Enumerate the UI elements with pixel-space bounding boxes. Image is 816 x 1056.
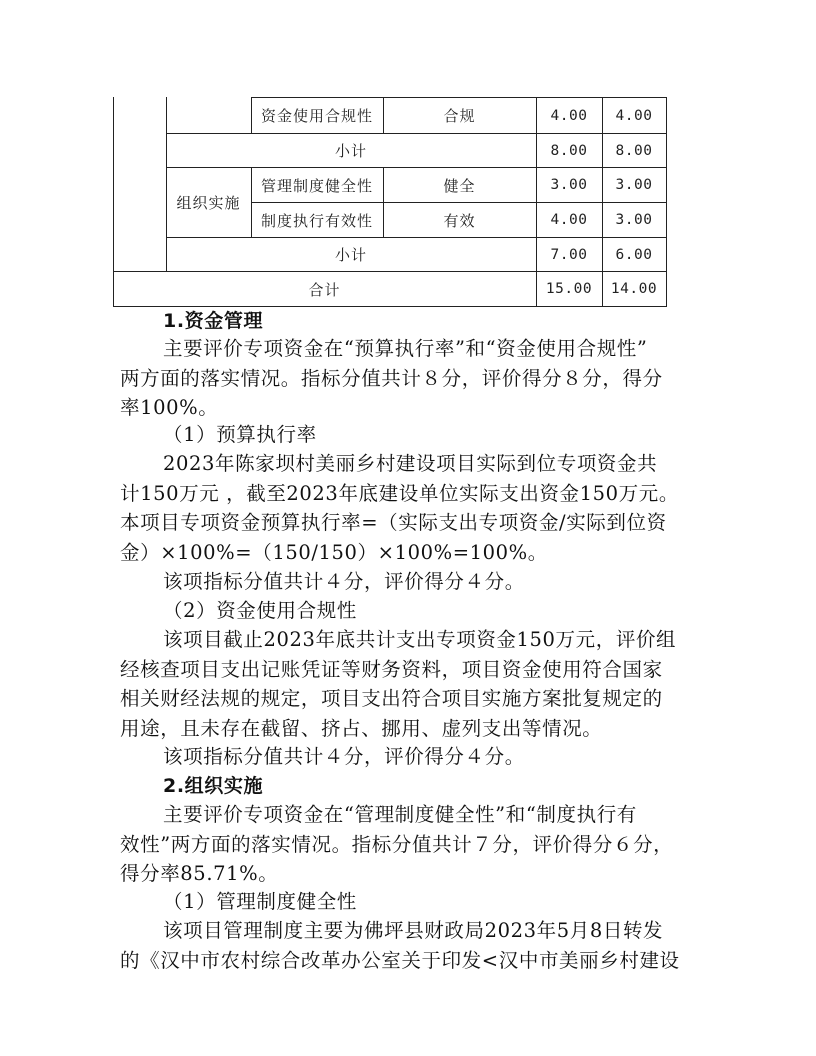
- table-cell-score: 3.00: [550, 177, 588, 193]
- subsection-heading: （1）预算执行率: [163, 423, 317, 446]
- table-cell-got: 3.00: [615, 177, 653, 193]
- paragraph-line: 2023年陈家坝村美丽乡村建设项目实际到位专项资金共: [163, 452, 658, 475]
- paragraph-line: 得分率85.71%。: [120, 862, 279, 885]
- table-line: [666, 97, 667, 307]
- table-cell-standard: 健全: [443, 176, 476, 195]
- paragraph-line: 本项目专项资金预算执行率=（实际支出专项资金/实际到位资: [120, 511, 667, 534]
- table-cell-total: 合计: [308, 280, 341, 299]
- table-cell-got: 6.00: [615, 246, 653, 263]
- table-cell-score: 7.00: [550, 246, 588, 263]
- paragraph-line: 该项目截止2023年底共计支出专项资金150万元，评价组: [163, 628, 677, 651]
- paragraph-line: 相关财经法规的规定，项目支出符合项目实施方案批复规定的: [120, 687, 663, 710]
- table-cell-subtotal: 小计: [334, 246, 367, 264]
- table-cell-score: 4.00: [550, 107, 588, 124]
- table-cell-got: 4.00: [615, 107, 653, 124]
- table-cell-indicator: 资金使用合规性: [260, 107, 373, 125]
- table-cell-indicator: 管理制度健全性: [260, 176, 373, 195]
- section-heading: 2.组织实施: [163, 775, 264, 797]
- table-cell-group: 组织实施: [176, 194, 241, 212]
- paragraph-line: 该项目管理制度主要为佛坪县财政局2023年5月8日转发: [163, 919, 664, 942]
- paragraph-line: 该项指标分值共计４分，评价得分４分。: [163, 570, 525, 593]
- paragraph-line: 该项指标分值共计４分，评价得分４分。: [163, 745, 525, 768]
- subsection-heading: （1）管理制度健全性: [163, 890, 357, 913]
- paragraph-line: 主要评价专项资金在“预算执行率”和“资金使用合规性”: [163, 337, 648, 360]
- table-cell-got: 14.00: [610, 281, 658, 297]
- paragraph-line: 经核查项目支出记账凭证等财务资料，项目资金使用符合国家: [120, 658, 663, 681]
- paragraph-line: 效性”两方面的落实情况。指标分值共计７分，评价得分６分，: [120, 833, 674, 856]
- table-cell-standard: 合规: [443, 107, 476, 125]
- table-cell-subtotal: 小计: [334, 142, 367, 160]
- paragraph-line: 主要评价专项资金在“管理制度健全性”和“制度执行有: [163, 803, 637, 826]
- subsection-heading: （2）资金使用合规性: [163, 599, 357, 622]
- paragraph-line: 的《汉中市农村综合改革办公室关于印发<汉中市美丽乡村建设: [120, 949, 680, 972]
- table-cell-score: 4.00: [550, 212, 588, 228]
- table-cell-score: 8.00: [550, 142, 588, 159]
- section-heading: 1.资金管理: [163, 310, 264, 332]
- table-cell-standard: 有效: [443, 211, 476, 230]
- paragraph-line: 率100%。: [120, 396, 219, 419]
- paragraph-line: 计150万元 ，截至2023年底建设单位实际支出资金150万元。: [120, 482, 679, 505]
- table-cell-indicator: 制度执行有效性: [260, 211, 373, 230]
- table-cell-got: 8.00: [615, 142, 653, 159]
- table-cell-score: 15.00: [545, 281, 593, 297]
- paragraph-line: 两方面的落实情况。指标分值共计８分，评价得分８分，得分: [120, 367, 663, 390]
- paragraph-line: 金）×100%=（150/150）×100%=100%。: [120, 541, 548, 564]
- table-cell-got: 3.00: [615, 212, 653, 228]
- paragraph-line: 用途，且未存在截留、挤占、挪用、虚列支出等情况。: [120, 717, 603, 740]
